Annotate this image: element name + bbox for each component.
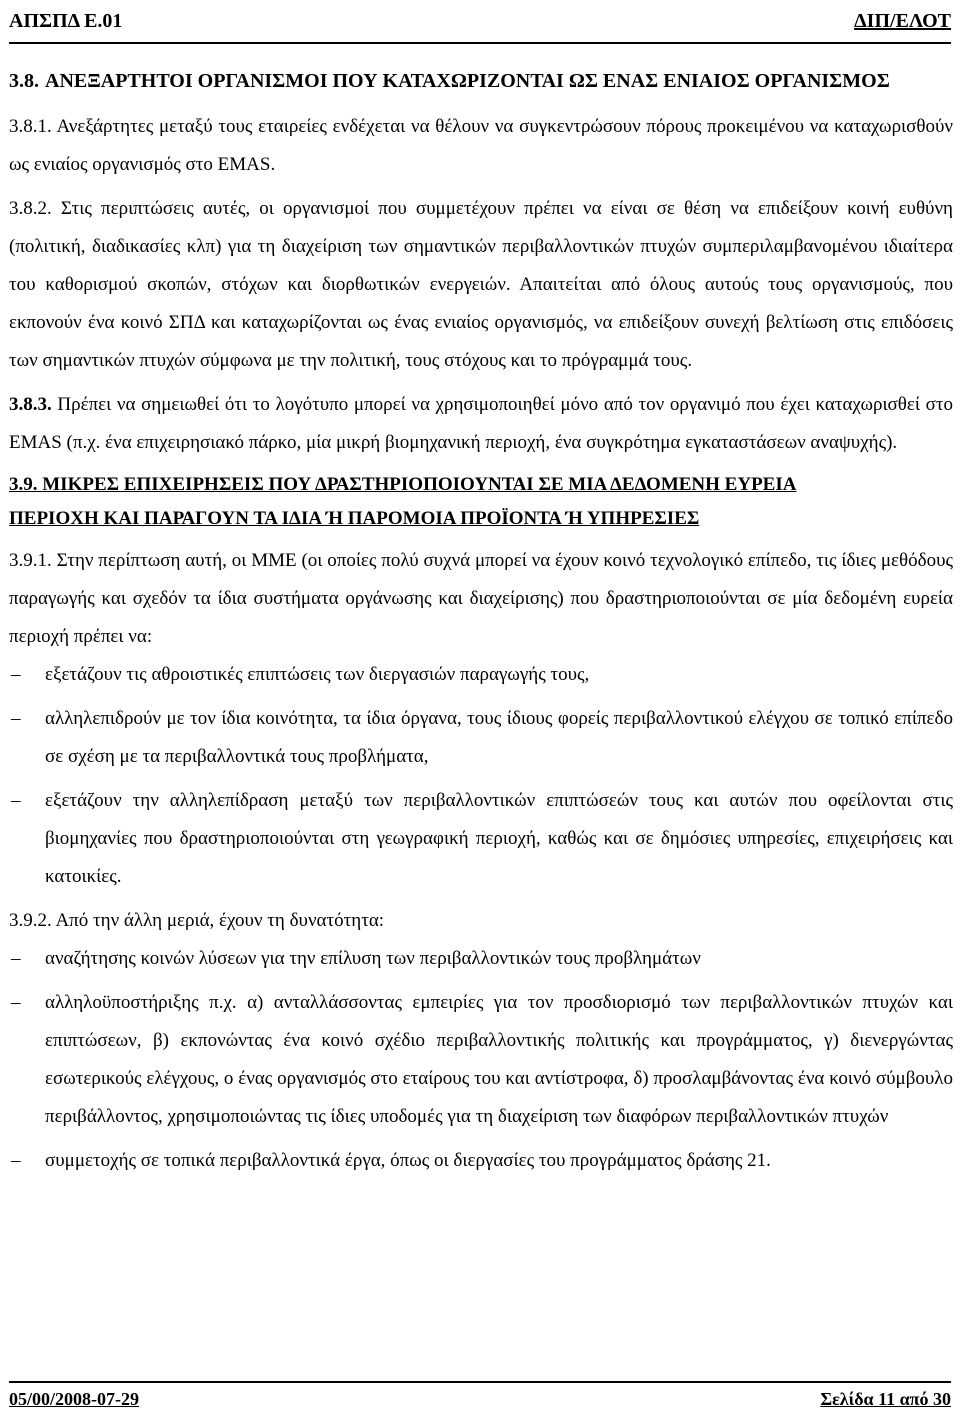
list-item: – εξετάζουν τις αθροιστικές επιπτώσεις των διεργασιών παραγωγής τους, [9,656,953,694]
footer-page-number: Σελίδα 11 από 30 [820,1389,951,1409]
dash-bullet-icon: – [11,790,21,811]
paragraph-3-9-1-text: Στην περίπτωση αυτή, οι ΜΜΕ (οι οποίες πολύ συχνά μπορεί να έχουν κοινό τεχνολογικό επίπεδο, τις ίδιες μεθόδους παραγωγής και σχεδόν τα ίδια συστήματα οργάνωσης και διαχείρισης) που δραστηριοποιούνται σε μία δεδομένη ευρεία περιοχή πρέπει να: [9,550,953,647]
dash-bullet-icon: – [11,992,21,1013]
paragraph-3-9-2-text: Από την άλλη μεριά, έχουν τη δυνατότητα: [55,910,385,931]
section-3-8-heading [9,64,953,98]
section-3-9-number: 3.9. [9,474,38,495]
paragraph-3-8-1-text: Ανεξάρτητες μεταξύ τους εταιρείες ενδέχεται να θέλουν να συγκεντρώσουν πόρους προκειμένου να καταχωρισθούν ως ενιαίος οργανισμός στο EMAS. [9,116,954,175]
list-item: – εξετάζουν την αλληλεπίδραση μεταξύ των περιβαλλοντικών επιπτώσεών τους και αυτών που οφείλονται στις βιομηχανίες που δραστηριοποιούνται στη γεωγραφική περιοχή, καθώς και σε δημόσιες υπηρεσίες, επιχειρήσεις και κατοικίες. [9,782,953,896]
page-footer [9,1381,951,1409]
paragraph-3-9-2 [9,902,953,940]
paragraph-3-9-1 [9,542,953,656]
paragraph-3-8-2 [9,190,953,380]
dash-bullet-icon: – [11,664,21,685]
paragraph-3-9-2-number: 3.9.2. [9,910,52,931]
paragraph-3-8-3 [9,386,953,462]
section-3-8-number: 3.8. [9,70,39,92]
paragraph-3-9-1-number: 3.9.1. [9,550,52,571]
dash-bullet-icon: – [11,948,21,969]
paragraph-3-8-2-number: 3.8.2. [9,198,52,219]
page-body [9,60,953,1180]
list-item: – συμμετοχής σε τοπικά περιβαλλοντικά έργα, όπως οι διεργασίες του προγράμματος δράσης 21. [9,1142,953,1180]
paragraph-3-8-3-text: Πρέπει να σημειωθεί ότι το λογότυπο μπορεί να χρησιμοποιηθεί μόνο από τον οργανιμό που έχει καταχωρισθεί στο EMAS (π.χ. ένα επιχειρησιακό πάρκο, μία μικρή βιομηχανική περιοχή, ένα συγκρότημα εγκαταστάσεων αναψυχής). [9,394,953,453]
section-3-9-title-line-2: ΠΕΡΙΟΧΗ ΚΑΙ ΠΑΡΑΓΟΥΝ ΤΑ ΙΔΙΑ Ή ΠΑΡΟΜΟΙΑ ΠΡΟΪΟΝΤΑ Ή ΥΠΗΡΕΣΙΕΣ [9,508,700,529]
page-header [9,6,951,44]
list-item: – αλληλοϋποστήριξης π.χ. α) ανταλλάσσοντας εμπειρίες για τον προσδιορισμό των περιβαλλοντικών πτυχών και επιπτώσεων, β) εκπονώντας ένα κοινό σχέδιο περιβαλλοντικής πολιτικής και προγράμματος, γ) διενεργώντας εσωτερικούς ελέγχους, ο ένας οργανισμός στο εταίρους του και αντίστροφα, δ) προσλαμβάνοντας ένα κοινό σύμβουλο περιβάλλοντος, χρησιμοποιώντας τις ίδιες υποδομές για τη διαχείριση των διαφόρων περιβαλλοντικών πτυχών [9,984,953,1136]
section-3-9-heading [9,468,953,536]
header-document-code: ΑΠΣΠΔ Ε.01 [9,10,123,32]
section-3-8-title: ΑΝΕΞΑΡΤΗΤΟΙ ΟΡΓΑΝΙΣΜΟΙ ΠΟΥ ΚΑΤΑΧΩΡΙΖΟΝΤΑΙ ΩΣ ΕΝΑΣ ΕΝΙΑΙΟΣ ΟΡΓΑΝΙΣΜΟΣ [45,70,890,92]
paragraph-3-8-1-number: 3.8.1. [9,116,52,137]
footer-version-date: 05/00/2008-07-29 [9,1389,139,1409]
list-item: – αναζήτησης κοινών λύσεων για την επίλυση των περιβαλλοντικών τους προβλημάτων [9,940,953,978]
paragraph-3-8-1 [9,108,953,184]
dash-bullet-icon: – [11,1150,21,1171]
section-3-9-title-line-1: 3.9. ΜΙΚΡΕΣ ΕΠΙΧΕΙΡΗΣΕΙΣ ΠΟΥ ΔΡΑΣΤΗΡΙΟΠΟΙΟΥΝΤΑΙ ΣΕ ΜΙΑ ΔΕΔΟΜΕΝΗ ΕΥΡΕΙΑ [9,474,797,495]
header-organization: ΔΙΠ/ΕΛΟΤ [854,10,951,32]
dash-bullet-icon: – [11,708,21,729]
paragraph-3-8-3-number: 3.8.3. [9,394,52,415]
list-item: – αλληλεπιδρούν με τον ίδια κοινότητα, τα ίδια όργανα, τους ίδιους φορείς περιβαλλοντικού ελέγχου σε τοπικό επίπεδο σε σχέση με τα περιβαλλοντικά τους προβλήματα, [9,700,953,776]
paragraph-3-8-2-text: Στις περιπτώσεις αυτές, οι οργανισμοί που συμμετέχουν πρέπει να είναι σε θέση να επιδείξουν κοινή ευθύνη (πολιτική, διαδικασίες κλπ) για τη διαχείριση των σημαντικών περιβαλλοντικών πτυχών συμπεριλαμβανομένου ιδιαίτερα του καθορισμού σκοπών, στόχων και διορθωτικών ενεργειών. Απαιτείται από όλους αυτούς τους οργανισμούς, που εκπονούν ένα κοινό ΣΠΔ και καταχωρίζονται ως ένας ενιαίος οργανισμός, να επιδείξουν συνεχή βελτίωση στις επιδόσεις των σημαντικών πτυχών σύμφωνα με την πολιτική, τους στόχους και το πρόγραμμά τους. [9,198,953,371]
